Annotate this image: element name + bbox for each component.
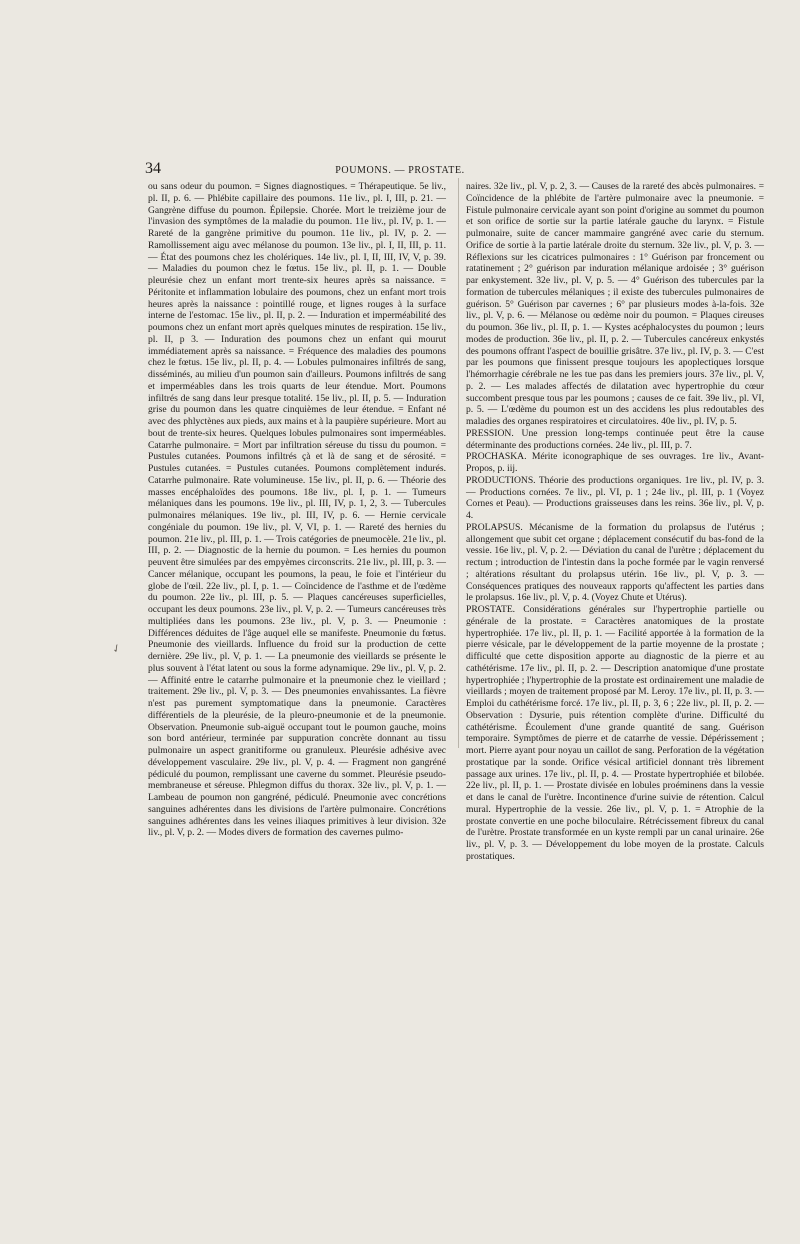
column-divider: [458, 178, 459, 748]
entry-pression: PRESSION. Une pression long-temps continuée peut être la cause déterminante des productions cornées. 24e liv., pl. III, p. 7.: [466, 427, 764, 451]
left-column: [148, 181, 446, 839]
entry-prostate: PROSTATE. Considérations générales sur l'hypertrophie partielle ou générale de la prostate. = Caractères anatomiques de la prostate hypertrophiée. 17e liv., pl. II, p. 1. — Facilité apportée à la formation de la pierre vésicale, par le développement de la partie moyenne de la prostate ; difficulté que cette disposition apporte au diagnostic de la pierre et au cathétérisme. 17e liv., pl. II, p. 2. — Description anatomique d'une prostate hypertrophiée ; l'hypertrophie de la prostate est ordinairement une maladie de vieillards ; moyen de traitement proposé par M. Leroy. 17e liv., pl. II, p. 3. — Emploi du cathétérisme forcé. 17e liv., pl. II, p. 3, 6 ; 22e liv., pl. II, p. 2. — Observation : Dysurie, puis rétention complète d'urine. Difficulté du cathétérisme. Écoulement d'une grande quantité de sang. Guérison temporaire. Symptômes de pierre et de catarrhe de vessie. Dépérissement ; mort. Pierre ayant pour noyau un caillot de sang. Perforation de la végétation prostatique par la sonde. Orifice vésical artificiel donnant très librement passage aux urines. 17e liv., pl. II, p. 4. — Prostate hypertrophiée et bilobée. 22e liv., pl. II, p. 1. — Prostate divisée en lobules proéminens dans la vessie et dans le canal de l'urètre. Incontinence d'urine suivie de rétention. Calcul mural. Hypertrophie de la vessie. 26e liv., pl. V, p. 1. = Atrophie de la prostate convertie en une poche biloculaire. Rétrécissement fibreux du canal de l'urètre. Prostate transformée en un kyste rempli par un canal urinaire. 26e liv., pl. V, p. 3. — Développement du lobe moyen de la prostate. Calculs prostatiques.: [466, 604, 764, 862]
pencil-mark-icon: ✓: [109, 641, 124, 657]
page-number: 34: [145, 160, 161, 177]
running-head: POUMONS. — PROSTATE.: [335, 165, 465, 176]
right-column: [466, 181, 764, 863]
entry-prochaska: PROCHASKA. Mérite iconographique de ses ouvrages. 1re liv., Avant-Propos, p. iij.: [466, 451, 764, 474]
entry-prolapsus: PROLAPSUS. Mécanisme de la formation du prolapsus de l'utérus ; allongement que subit cet organe ; déplacement consécutif du bas-fond de la vessie. 16e liv., pl. V, p. 2. — Déviation du canal de l'urètre ; déplacement du rectum ; introduction de l'intestin dans la poche formée par le vagin renversé ; altérations résultant du prolapsus utérin. 16e liv., pl. V, p. 3. — Conséquences pratiques des nouveaux rapports qu'affectent les parties dans le prolapsus. 16e liv., pl. V, p. 4. (Voyez Chute et Utérus).: [466, 521, 764, 604]
left-column-text: ou sans odeur du poumon. = Signes diagnostiques. = Thérapeutique. 5e liv., pl. II, p. 6. — Phlébite capillaire des poumons. 11e liv., pl. I, III, p. 21. — Gangrène diffuse du poumon. Épilepsie. Chorée. Mort le treizième jour de l'invasion des symptômes de la maladie du poumon. 11e liv., pl. IV, p. 1. — Rareté de la gangrène primitive du poumon. 11e liv., pl. IV, p. 2. — Ramollissement aigu avec mélanose du poumon. 13e liv., pl. I, II, III, p. 11. — État des poumons chez les cholériques. 14e liv., pl. I, II, III, IV, V, p. 39. — Maladies du poumon chez le fœtus. 15e liv., pl. II, p. 1. — Double pleurésie chez un enfant mort trente-six heures après sa naissance. = Péritonite et inflammation lobulaire des poumons, chez un enfant mort trois heures après la naissance : pointillé rouge, et lignes rouges à la surface interne de l'estomac. 15e liv., pl. II, p. 2. — Induration et imperméabilité des poumons chez un enfant mort après quelques minutes de respiration. 15e liv., pl. II, p 3. — Induration des poumons chez un enfant qui mourut immédiatement après sa naissance. = Fréquence des maladies des poumons chez le fœtus. 15e liv., pl. II, p. 4. — Lobules pulmonaires infiltrés de sang, disséminés, au milieu d'un poumon sain d'ailleurs. Poumons infiltrés de sang et imperméables dans les trois quarts de leur étendue. Mort. Poumons infiltrés de sang dans leur presque totalité. 15e liv., pl. II, p. 5. — Induration grise du poumon dans les quatre cinquièmes de leur étendue. = Enfant né avec des phlyctènes aux pieds, aux mains et à la paupière supérieure. Mort au bout de trente-six heures. Quelques lobules pulmonaires sont imperméables. Catarrhe pulmonaire. = Mort par infiltration séreuse du tissu du poumon. = Pustules cutanées. Poumons infiltrés çà et là de sang et de sérosité. = Pustules cutanées. = Pustules cutanées. Poumons complètement indurés. Catarrhe pulmonaire. Rate volumineuse. 15e liv., pl. II, p. 6. — Théorie des masses encéphaloïdes des poumons. 18e liv., pl. I, p. 1. — Tumeurs mélaniques dans les poumons. 19e liv., pl. III, IV, p. 1, 2, 3. — Tubercules pulmonaires mélaniques. 19e liv., pl. III, IV, p. 6. — Hernie cervicale congéniale du poumon. 19e liv., pl. V, VI, p. 1. — Rareté des hernies du poumon. 21e liv., pl. III, p. 1. — Trois catégories de pneumocèle. 21e liv., pl. III, p. 2. — Diagnostic de la hernie du poumon. = Les hernies du poumon peuvent être simulées par des empyèmes circonscrits. 21e liv., pl. III, p. 3. — Cancer mélanique, occupant les poumons, la peau, le foie et l'intérieur du globe de l'œil. 22e liv., pl. I, p. 1. — Coïncidence de l'asthme et de l'œdème du poumon. 22e liv., pl. III, p. 5. — Plaques cancéreuses superficielles, occupant les deux poumons. 23e liv., pl. V, p. 2. — Tumeurs cancéreuses très multipliées dans les poumons. 23e liv., pl. V, p. 3. — Pneumonie : Différences déduites de l'âge auquel elle se manifeste. Pneumonie du fœtus. Pneumonie des vieillards. Influence du froid sur la production de cette dernière. 29e liv., pl. V, p. 1. — La pneumonie des vieillards se présente le plus souvent à l'état latent ou sous la forme adynamique. 29e liv., pl. V, p. 2. — Affinité entre le catarrhe pulmonaire et la pneumonie chez le vieillard ; traitement. 29e liv., pl. V, p. 3. — Des pneumonies envahissantes. La fièvre n'est pas purement symptomatique dans la pneumonie. Caractères différentiels de la pleurésie, de la pleuro-pneumonie et de la pneumonie. Observation. Pneumonie sub-aiguë occupant tout le poumon gauche, moins son bord antérieur, terminée par suppuration concrète donnant au tissu pulmonaire un aspect granitiforme ou granuleux. Pleurésie adhésive avec développement vasculaire. 29e liv., pl. V, p. 4. — Fragment non gangréné pédiculé du poumon, remplissant une caverne du sommet. Pleurésie pseudo-membraneuse et séreuse. Phlegmon diffus du thorax. 32e liv., pl. V, p. 1. — Lambeau de poumon non gangréné, pédiculé. Pneumonie avec concrétions sanguines adhérentes dans les divisions de l'artère pulmonaire. Concrétions sanguines adhérentes dans les veines iliaques primitives à leur division. 32e liv., pl. V, p. 2. — Modes divers de formation des cavernes pulmo-: [148, 181, 446, 839]
entry-productions: PRODUCTIONS. Théorie des productions organiques. 1re liv., pl. IV, p. 3. — Productions cornées. 7e liv., pl. VI, p. 1 ; 24e liv., pl. III, p. 1 (Voyez Cornes et Peau). — Productions graisseuses dans les reins. 36e liv., pl. V, p. 4.: [466, 474, 764, 521]
entry-poumons-continued: naires. 32e liv., pl. V, p. 2, 3. — Causes de la rareté des abcès pulmonaires. = Coïncidence de la phlébite de l'artère pulmonaire avec la pneumonie. = Fistule pulmonaire cervicale ayant son point d'origine au sommet du poumon et son orifice de sortie sur la partie latérale gauche du larynx. = Fistule pulmonaire, suite de cancer mammaire gangréné avec carie du sternum. Orifice de sortie à la partie latérale droite du sternum. 32e liv., pl. V, p. 3. — Réflexions sur les cicatrices pulmonaires : 1° Guérison par froncement ou ratatinement ; 2° guérison par induration mélanique ardoisée ; 3° guérison par enkystement. 32e liv., pl. V, p. 5. — 4° Guérison des tubercules par la formation de tubercules mélaniques ; il existe des tubercules pulmonaires de guérison. 5° Guérison par cavernes ; 6° par plusieurs modes à-la-fois. 32e liv., pl. V, p. 6. — Mélanose ou œdème noir du poumon. = Plaques cireuses du poumon. 36e liv., pl. II, p. 1. — Kystes acéphalocystes du poumon ; leurs modes de production. 36e liv., pl. II, p. 2. — Tubercules cancéreux enkystés des poumons offrant l'aspect de bouillie grisâtre. 37e liv., pl. IV, p. 3. — C'est par les poumons que finissent presque toujours les apoplectiques lorsque l'hémorrhagie cérébrale ne les tue pas dans les premiers jours. 37e liv., pl. V, p. 2. — Les malades affectés de dilatation avec hypertrophie du cœur succombent presque tous par les poumons ; causes de ce fait. 39e liv., pl. VI, p. 5. — L'œdème du poumon est un des accidens les plus redoutables des maladies des organes respiratoires et circulatoires. 40e liv., pl. IV, p. 5.: [466, 181, 764, 427]
